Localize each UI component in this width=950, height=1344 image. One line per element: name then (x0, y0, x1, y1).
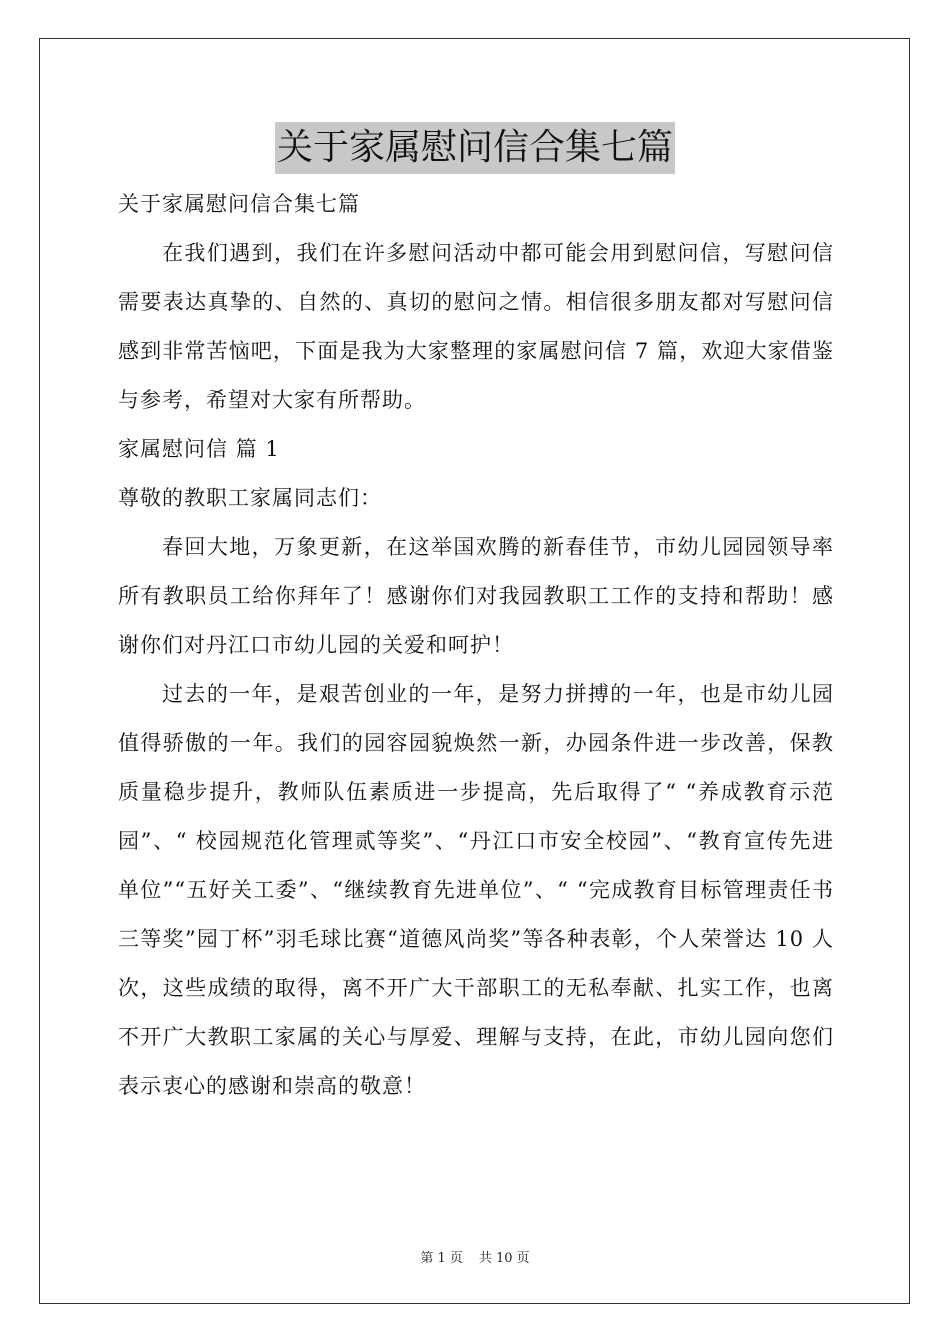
paragraph-greeting: 春回大地，万象更新，在这举国欢腾的新春佳节，市幼儿园园领导率所有教职员工给你拜年了！感谢你们对我园教职工工作的支持和帮助！感谢你们对丹江口市幼儿园的关爱和呵护！ (118, 535, 834, 657)
paragraph-intro: 在我们遇到，我们在许多慰问活动中都可能会用到慰问信，写慰问信需要表达真挚的、自然的、真切的慰问之情。相信很多朋友都对写慰问信感到非常苦恼吧，下面是我为大家整理的家属慰问信 7 篇，欢迎大家借鉴与参考，希望对大家有所帮助。 (118, 241, 834, 412)
document-body (118, 180, 834, 1111)
paragraph-section-heading: 家属慰问信 篇 1 (118, 437, 280, 461)
page-total: 共 10 页 (478, 1251, 530, 1266)
document-title: 关于家属慰问信合集七篇 (275, 122, 675, 174)
paragraph-subtitle: 关于家属慰问信合集七篇 (118, 192, 360, 216)
page-footer (0, 1247, 950, 1266)
paragraph-salutation: 尊敬的教职工家属同志们： (118, 486, 382, 510)
paragraph-review: 过去的一年，是艰苦创业的一年，是努力拼搏的一年，也是市幼儿园值得骄傲的一年。我们的园容园貌焕然一新，办园条件进一步改善，保教质量稳步提升，教师队伍素质进一步提高，先后取得了“ “养成教育示范园”、“ 校园规范化管理贰等奖”、“丹江口市安全校园”、“教育宣传先进单位”“五好关工委”、“继续教育先进单位”、“ “完成教育目标管理责任书三等奖”园丁杯”羽毛球比赛“道德风尚奖”等各种表彰，个人荣誉达 10 人次，这些成绩的取得，离不开广大干部职工的无私奉献、扎实工作，也离不开广大教职工家属的关心与厚爱、理解与支持，在此，市幼儿园向您们表示衷心的感谢和崇高的敬意！ (118, 682, 834, 1098)
page-number: 第 1 页 (420, 1251, 463, 1266)
title-container (0, 122, 950, 174)
